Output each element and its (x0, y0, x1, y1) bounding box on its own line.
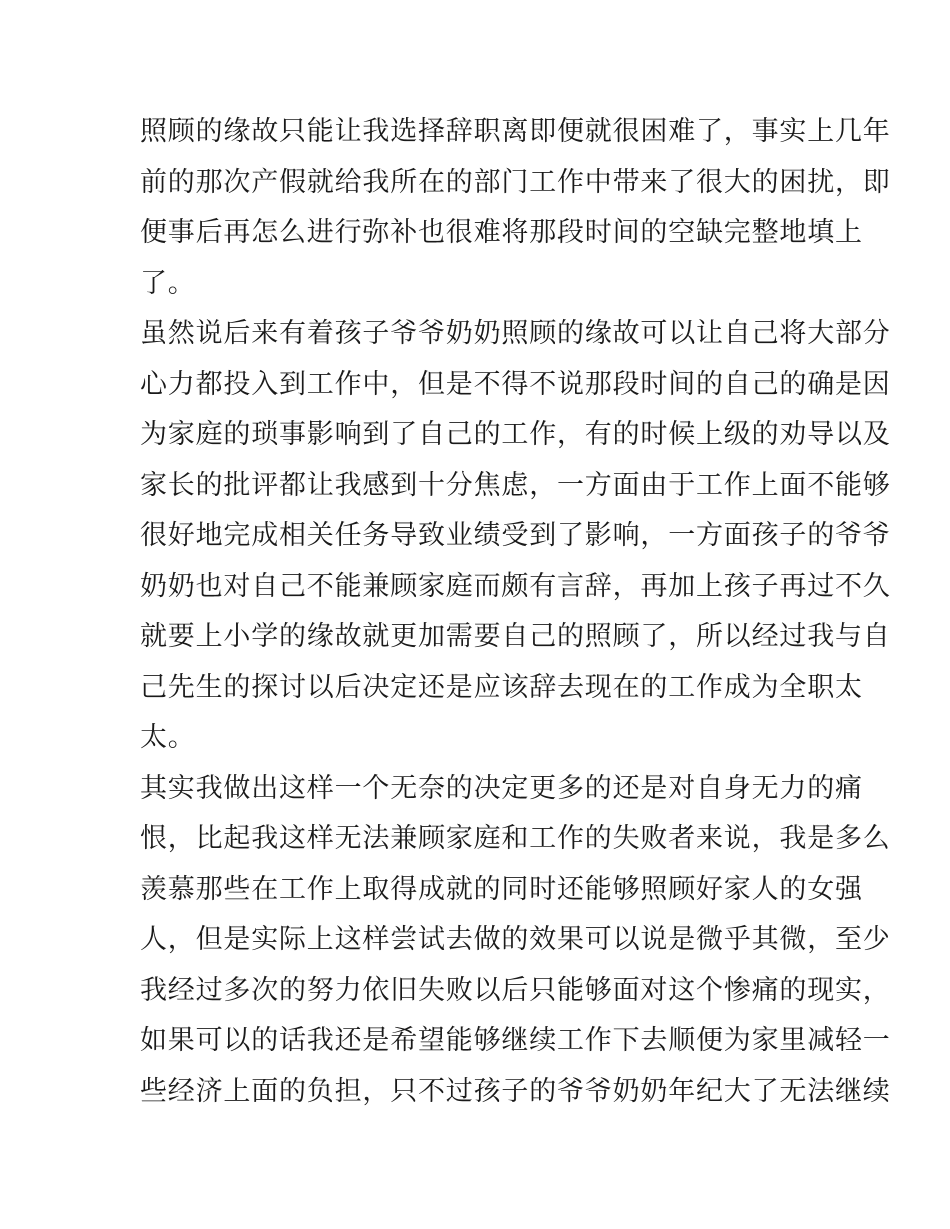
text-line-7: 为家庭的琐事影响到了自己的工作，有的时候上级的劝导以及 (140, 419, 891, 450)
text-line-16: 羡慕那些在工作上取得成就的同时还能够照顾好家人的女强 (140, 873, 863, 905)
text-line-10: 奶奶也对自己不能兼顾家庭而颇有言辞，再加上孩子再过不久 (140, 570, 891, 602)
text-line-8: 家长的批评都让我感到十分焦虑，一方面由于工作上面不能够 (140, 469, 891, 501)
text-line-2: 前的那次产假就给我所在的部门工作中带来了很大的困扰，即 (140, 166, 891, 198)
text-line-18: 我经过多次的努力依旧失败以后只能够面对这个惨痛的现实， (140, 974, 891, 1006)
text-line-5: 虽然说后来有着孩子爷爷奶奶照顾的缘故可以让自己将大部分 (140, 318, 891, 349)
text-line-3: 便事后再怎么进行弥补也很难将那段时间的空缺完整地填上 (140, 217, 863, 248)
body-text (140, 107, 891, 1117)
text-line-17: 人，但是实际上这样尝试去做的效果可以说是微乎其微，至少 (140, 924, 891, 955)
text-line-12: 己先生的探讨以后决定还是应该辞去现在的工作成为全职太 (140, 671, 863, 703)
text-line-9: 很好地完成相关任务导致业绩受到了影响，一方面孩子的爷爷 (140, 520, 891, 551)
text-line-15: 恨，比起我这样无法兼顾家庭和工作的失败者来说，我是多么 (140, 823, 891, 854)
text-line-20: 些经济上面的负担，只不过孩子的爷爷奶奶年纪大了无法继续 (140, 1075, 891, 1107)
text-line-4: 了。 (140, 267, 196, 299)
text-line-14: 其实我做出这样一个无奈的决定更多的还是对自身无力的痛 (140, 772, 863, 804)
text-line-19: 如果可以的话我还是希望能够继续工作下去顺便为家里减轻一 (140, 1025, 891, 1056)
text-line-6: 心力都投入到工作中，但是不得不说那段时间的自己的确是因 (140, 368, 891, 400)
text-line-1: 照顾的缘故只能让我选择辞职离即便就很困难了，事实上几年 (140, 116, 891, 147)
text-line-13: 太。 (140, 722, 196, 753)
text-line-11: 就要上小学的缘故就更加需要自己的照顾了，所以经过我与自 (140, 621, 891, 652)
